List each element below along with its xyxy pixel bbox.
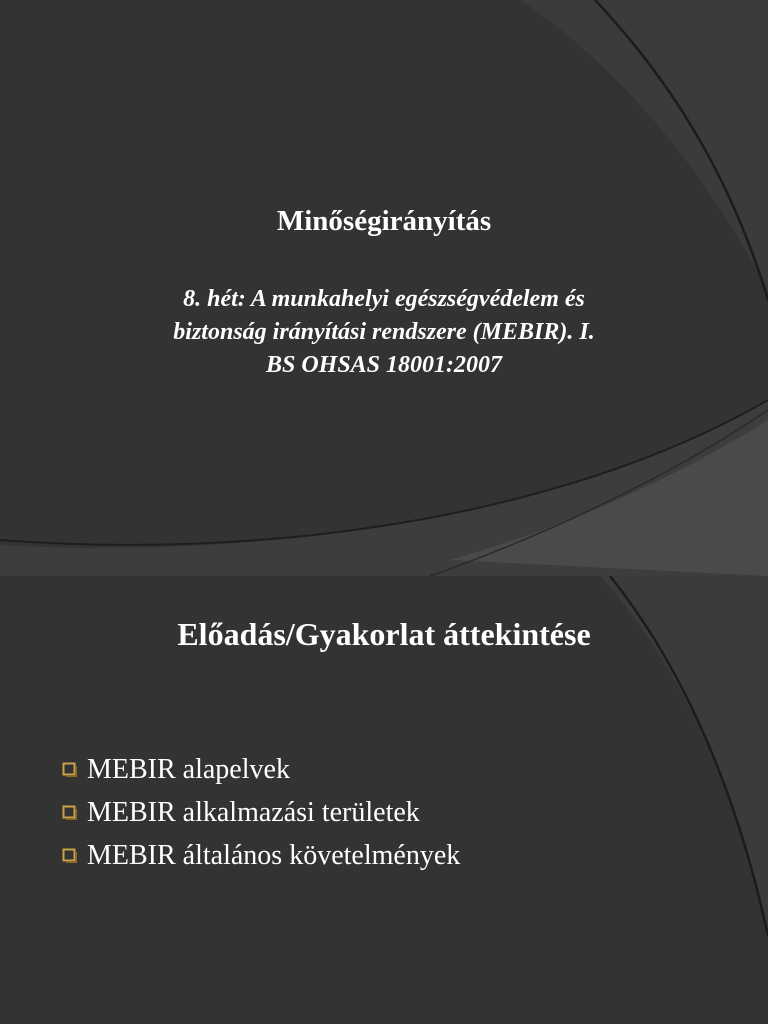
checkbox-bullet-icon xyxy=(62,762,77,777)
subtitle-line: 8. hét: A munkahelyi egészségvédelem és xyxy=(183,286,585,312)
list-item xyxy=(60,791,460,834)
checkbox-bullet-icon xyxy=(62,805,77,820)
list-item-text: MEBIR általános követelmények xyxy=(87,840,461,871)
list-item-text: MEBIR alkalmazási területek xyxy=(87,797,420,828)
subtitle-line: BS OHSAS 18001:2007 xyxy=(265,352,503,378)
slide-title: Előadás/Gyakorlat áttekintése xyxy=(177,616,591,652)
list-item-text: MEBIR alapelvek xyxy=(87,754,290,785)
overview-slide xyxy=(0,576,768,1024)
checkbox-bullet-icon xyxy=(62,848,77,863)
list-item xyxy=(60,834,460,877)
bullet-list xyxy=(60,748,460,877)
list-item xyxy=(60,748,460,791)
slide-title: Minőségirányítás xyxy=(276,205,492,237)
subtitle-line: biztonság irányítási rendszere (MEBIR). I. xyxy=(173,319,595,345)
slide-subtitle xyxy=(110,283,658,382)
